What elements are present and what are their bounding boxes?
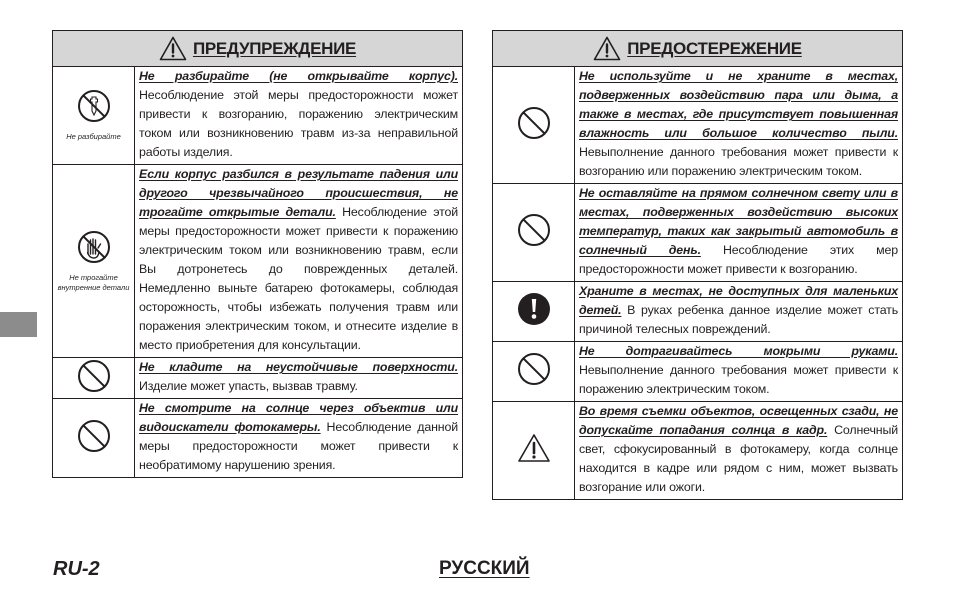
caution-icon-cell bbox=[493, 402, 575, 500]
caution-text bbox=[575, 67, 903, 184]
warning-body: Несоблюдение данной меры предосторожности может привести к необратимому нарушению зрения. bbox=[139, 420, 459, 472]
page-number: RU-2 bbox=[53, 558, 100, 580]
warning-row bbox=[53, 165, 463, 358]
icon-caption: Не трогайте внутренние детали bbox=[57, 272, 130, 292]
warning-text bbox=[135, 358, 463, 399]
prohibited-icon bbox=[517, 213, 551, 247]
warning-body: Несоблюдение этой меры предосторожности может привести к возгоранию, поражению электрическим током или возникновению травм из-за неправильной работы изделия. bbox=[139, 88, 459, 159]
caution-body: Невыполнение данного требования может привести к поражению электрическим током. bbox=[579, 363, 898, 396]
caution-lead: Не используйте и не храните в местах, подверженных воздействию пара или дыма, а также в местах, где присутствует повышенная влажность или большое количество пыли. bbox=[579, 69, 898, 140]
language-label: РУССКИЙ bbox=[439, 558, 530, 579]
warning-triangle-icon bbox=[517, 433, 551, 463]
icon-caption: Не разбирайте bbox=[66, 132, 121, 141]
warning-row bbox=[53, 67, 463, 165]
prohibited-icon bbox=[517, 106, 551, 140]
warning-row bbox=[53, 358, 463, 399]
warning-row bbox=[53, 399, 463, 478]
caution-row bbox=[493, 67, 903, 184]
caution-body: В руках ребенка данное изделие может стать причиной телесных повреждений. bbox=[579, 303, 898, 336]
warning-icon-cell bbox=[53, 67, 135, 165]
caution-text bbox=[575, 282, 903, 342]
caution-text bbox=[575, 402, 903, 500]
warning-header bbox=[53, 31, 463, 67]
warning-text bbox=[135, 67, 463, 165]
do-not-disassemble-icon bbox=[77, 89, 111, 123]
caution-text bbox=[575, 184, 903, 282]
caution-row bbox=[493, 282, 903, 342]
caution-row bbox=[493, 184, 903, 282]
section-tab bbox=[0, 312, 37, 337]
warning-triangle-icon bbox=[159, 36, 187, 61]
warning-body: Изделие может упасть, вызвав травму. bbox=[139, 379, 358, 393]
warning-text bbox=[135, 165, 463, 358]
do-not-touch-icon bbox=[77, 230, 111, 264]
warning-text bbox=[135, 399, 463, 478]
caution-lead: Храните в местах, не доступных для маленьких детей. bbox=[579, 284, 898, 317]
prohibited-icon bbox=[77, 359, 111, 393]
caution-title: ПРЕДОСТЕРЕЖЕНИЕ bbox=[627, 38, 802, 58]
caution-header bbox=[493, 31, 903, 67]
caution-icon-cell bbox=[493, 282, 575, 342]
caution-text bbox=[575, 342, 903, 402]
caution-body: Несоблюдение этих мер предосторожности может привести к возгоранию. bbox=[579, 243, 898, 276]
warning-icon-cell bbox=[53, 165, 135, 358]
warning-icon-cell bbox=[53, 358, 135, 399]
exclamation-icon bbox=[517, 292, 551, 326]
caution-lead: Не дотрагивайтесь мокрыми руками. bbox=[579, 344, 898, 358]
warning-body: Несоблюдение этой меры предосторожности может привести к поражению электрическим током или возникновению травм, если Вы дотронетесь до поврежденных деталей. Немедленно выньте батарею фотокамеры, соблюдая осторожность, чтобы избежать получения травм или поражения электрическим током, и отнесите изделие в место приобретения для консультации. bbox=[139, 205, 459, 352]
warning-lead: Не смотрите на солнце через объектив или видоискатели фотокамеры. bbox=[139, 401, 459, 434]
warning-table bbox=[52, 30, 463, 478]
prohibited-icon bbox=[517, 352, 551, 386]
caution-icon-cell bbox=[493, 184, 575, 282]
warning-lead: Не кладите на неустойчивые поверхности. bbox=[139, 360, 459, 374]
warning-title: ПРЕДУПРЕЖДЕНИЕ bbox=[192, 38, 357, 58]
caution-row bbox=[493, 402, 903, 500]
caution-table bbox=[492, 30, 903, 500]
caution-icon-cell bbox=[493, 342, 575, 402]
caution-row bbox=[493, 342, 903, 402]
caution-lead: Не оставляйте на прямом солнечном свету или в местах, подверженных воздействию высоких температур, таких как закрытый автомобиль в солнечный день. bbox=[579, 186, 898, 257]
caution-icon-cell bbox=[493, 67, 575, 184]
warning-icon-cell bbox=[53, 399, 135, 478]
caution-body: Солнечный свет, сфокусированный в фотокамеру, когда солнце находится в кадре или рядом с ним, может вызвать возгорание или ожоги. bbox=[579, 423, 899, 494]
warning-triangle-icon bbox=[593, 36, 621, 61]
caution-body: Невыполнение данного требования может привести к возгоранию или поражению электрическим током. bbox=[579, 145, 898, 178]
caution-lead: Во время съемки объектов, освещенных сзади, не допускайте попадания солнца в кадр. bbox=[579, 404, 898, 437]
warning-lead: Не разбирайте (не открывайте корпус). bbox=[139, 69, 459, 83]
prohibited-icon bbox=[77, 419, 111, 453]
warning-lead: Если корпус разбился в результате падения или другого чрезвычайного происшествия, не трогайте открытые детали. bbox=[139, 167, 459, 219]
